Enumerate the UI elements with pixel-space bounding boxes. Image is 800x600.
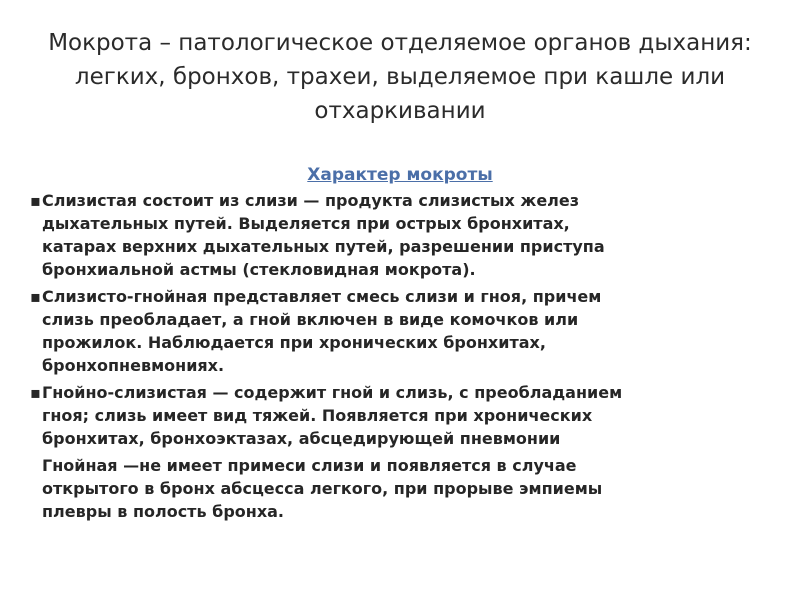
section-heading: Характер мокроты bbox=[307, 165, 493, 185]
list-item-purulent bbox=[28, 454, 728, 523]
title-line: отхаркивании bbox=[314, 98, 486, 124]
bullet-icon: ▪ bbox=[30, 383, 41, 402]
item-line: открытого в бронх абсцесса легкого, при прорыве эмпиемы bbox=[42, 479, 603, 498]
item-line: дыхательных путей. Выделяется при острых бронхитах, bbox=[42, 214, 570, 233]
item-line: Гнойная —не имеет примеси слизи и появляется в случае bbox=[42, 456, 577, 475]
item-line: катарах верхних дыхательных путей, разрешении приступа bbox=[42, 237, 605, 256]
item-line: слизь преобладает, а гной включен в виде комочков или bbox=[42, 310, 579, 329]
list-item-mucous bbox=[28, 189, 728, 281]
sputum-types-list bbox=[28, 189, 728, 527]
item-line: гноя; слизь имеет вид тяжей. Появляется при хронических bbox=[42, 406, 593, 425]
item-line: Гнойно-слизистая — содержит гной и слизь, с преобладанием bbox=[42, 383, 623, 402]
item-line: Слизистая состоит из слизи — продукта слизистых желез bbox=[42, 191, 580, 210]
list-item-purulent-mucous bbox=[28, 381, 728, 450]
item-line: прожилок. Наблюдается при хронических бронхитах, bbox=[42, 333, 546, 352]
item-line: Слизисто-гнойная представляет смесь слизи и гноя, причем bbox=[42, 287, 602, 306]
title-line: Мокрота – патологическое отделяемое органов дыхания: bbox=[48, 30, 752, 56]
item-line: плевры в полость бронха. bbox=[42, 502, 285, 521]
item-line: бронхиальной астмы (стекловидная мокрота). bbox=[42, 260, 476, 279]
bullet-icon: ▪ bbox=[30, 191, 41, 210]
item-line: бронхопневмониях. bbox=[42, 356, 225, 375]
bullet-icon: ▪ bbox=[30, 287, 41, 306]
slide-title bbox=[30, 26, 770, 128]
item-line: бронхитах, бронхоэктазах, абсцедирующей пневмонии bbox=[42, 429, 561, 448]
list-item-mucopurulent bbox=[28, 285, 728, 377]
title-line: легких, бронхов, трахеи, выделяемое при кашле или bbox=[74, 64, 726, 90]
